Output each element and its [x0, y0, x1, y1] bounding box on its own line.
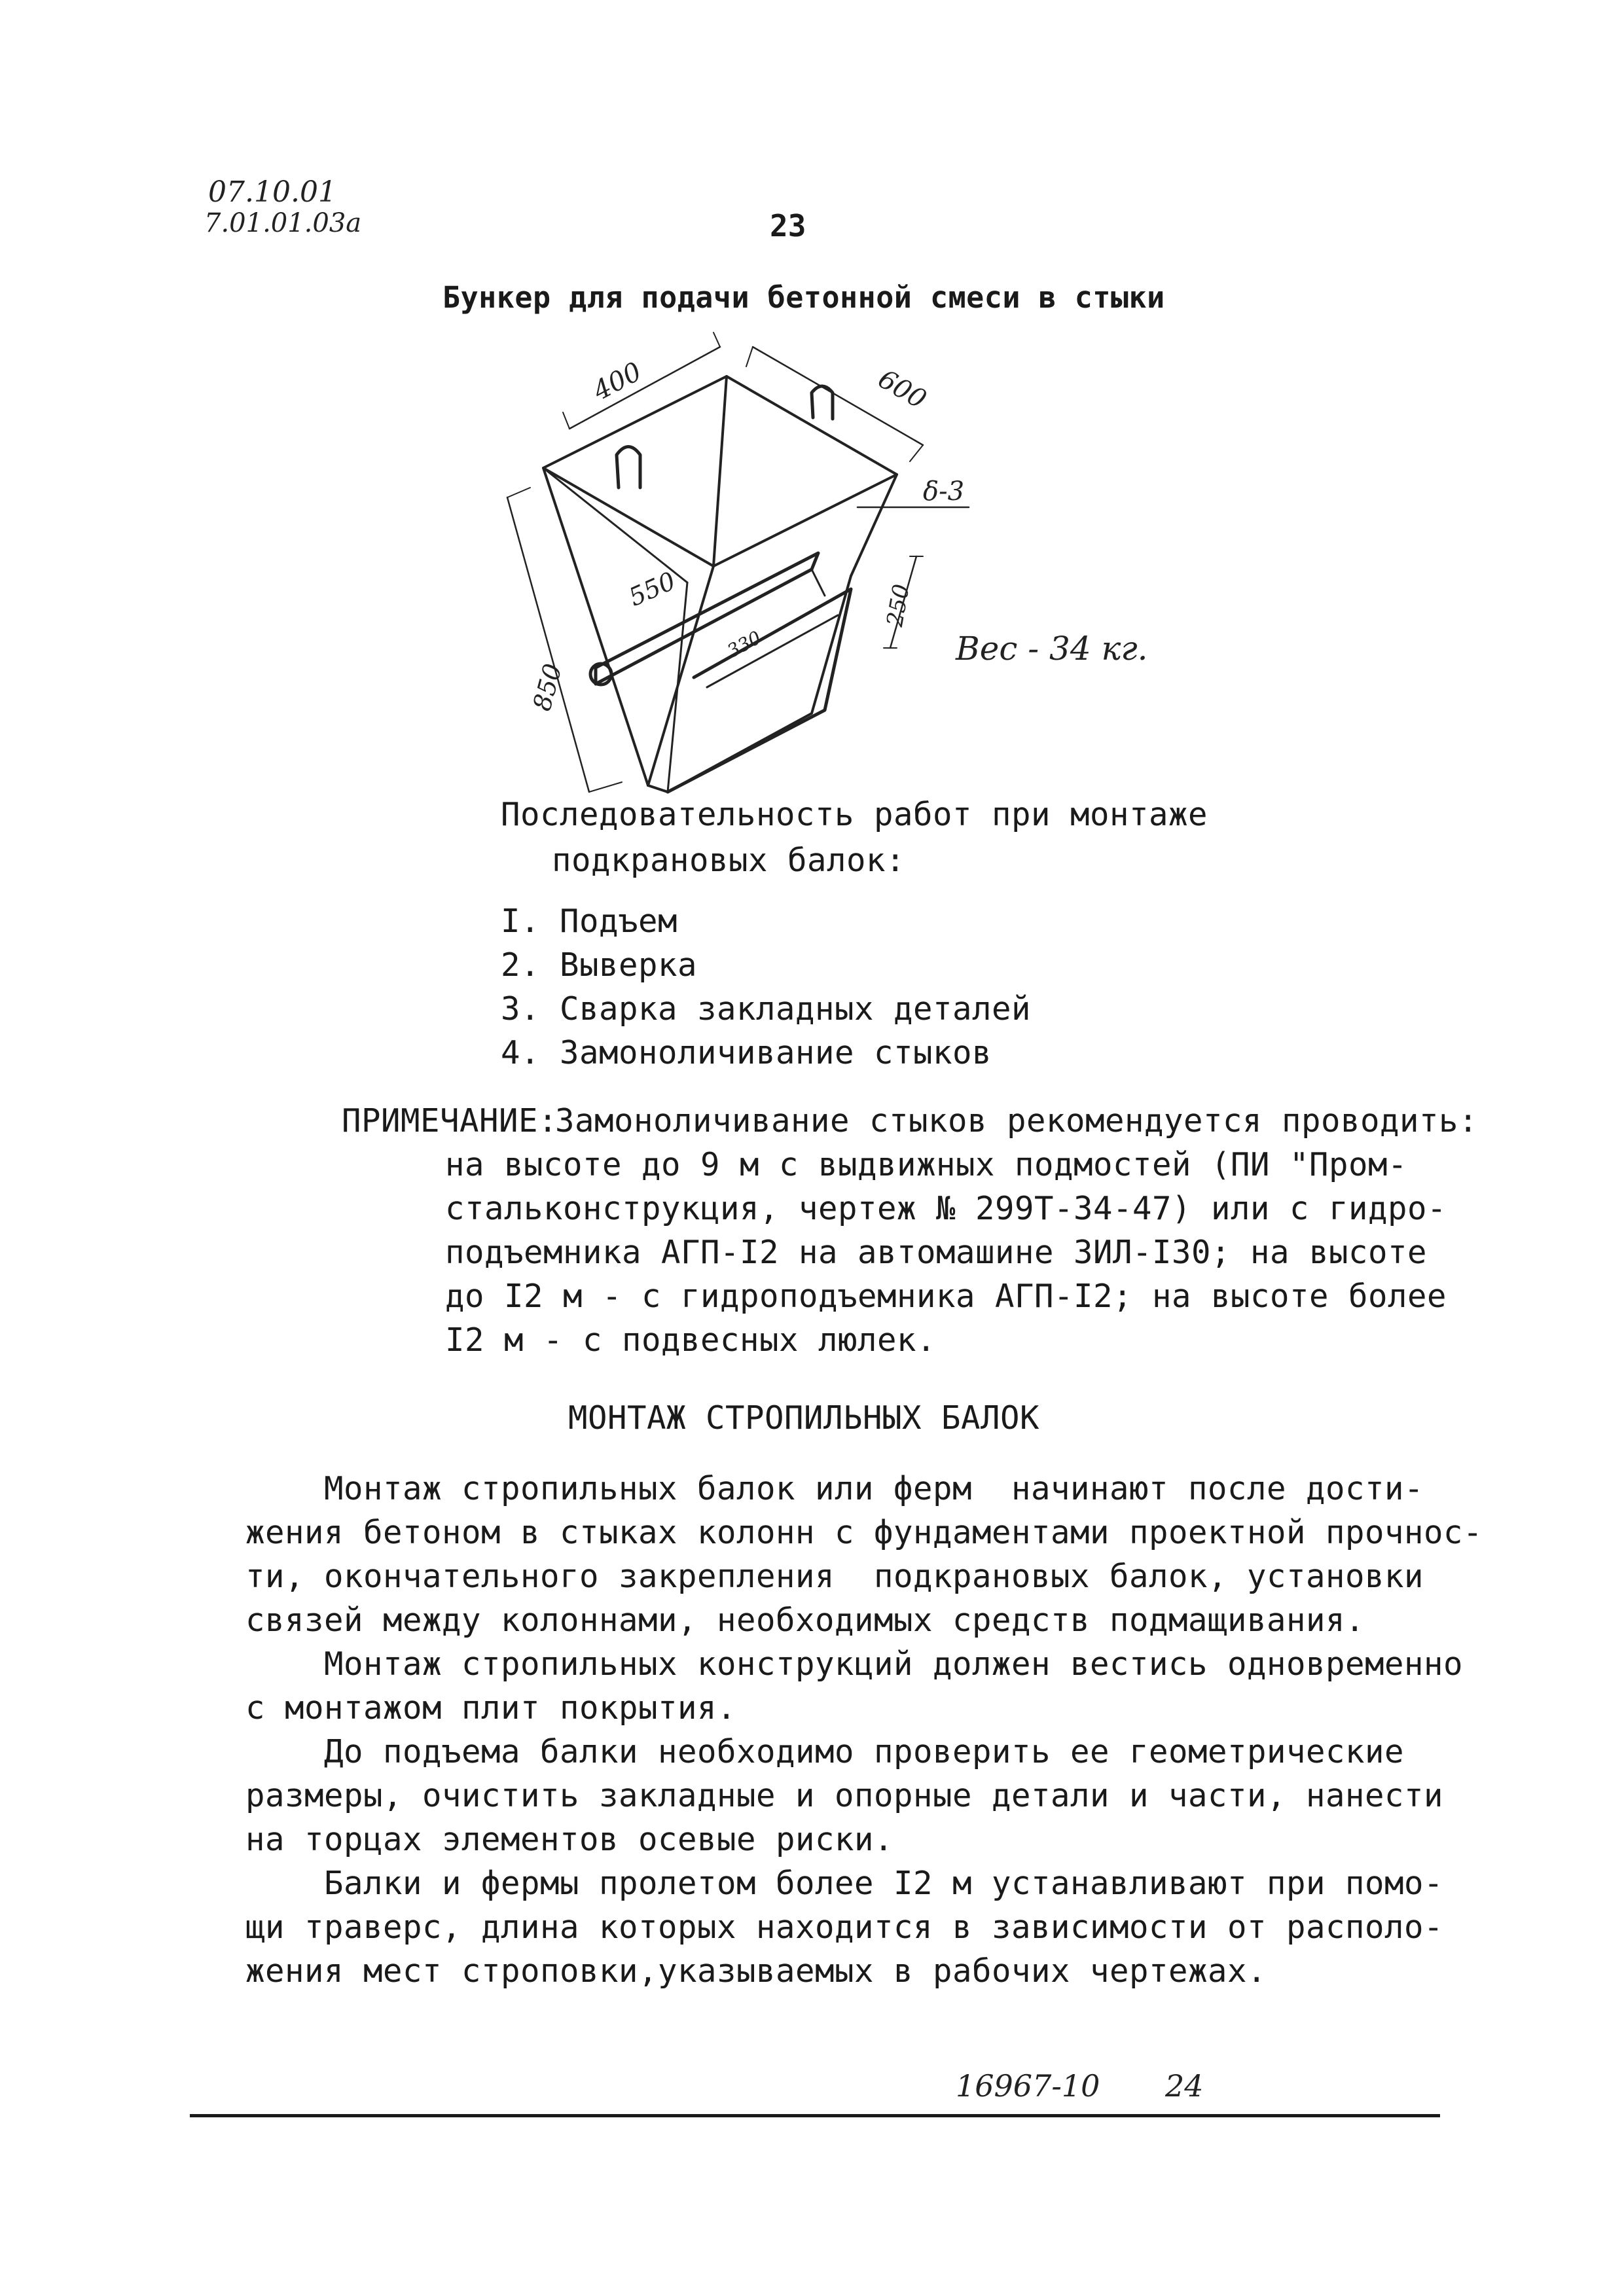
doc-code-1: 07.10.01	[208, 175, 336, 209]
dim-label-550: 550	[624, 566, 680, 612]
paragraph-line: связей между колоннами, необходимых средств подмащивания.	[245, 1602, 1365, 1639]
doc-code-2: 7.01.01.03а	[204, 208, 362, 238]
paragraph-line: щи траверс, длина которых находится в зависимости от располо-	[245, 1909, 1444, 1946]
dim-label-330: 330	[723, 626, 765, 662]
dim-label-850: 850	[527, 660, 568, 714]
paragraph-line: с монтажом плит покрытия.	[245, 1689, 737, 1727]
note-label: ПРИМЕЧАНИЕ:	[342, 1102, 558, 1139]
sequence-item-2: 2. Выверка	[501, 946, 698, 984]
footer-rule	[190, 2114, 1440, 2117]
left-handle	[617, 447, 640, 488]
note-line: стальконструкция, чертеж № 299Т-34-47) или с гидро-	[445, 1190, 1447, 1227]
sequence-item-1: I. Подъем	[501, 903, 678, 940]
gate-lever	[596, 553, 818, 684]
note-first-line: Замоноличивание стыков рекомендуется проводить:	[555, 1102, 1479, 1139]
note-line: на высоте до 9 м с выдвижных подмостей (ПИ "Пром-	[445, 1146, 1408, 1183]
hopper-right-edge	[851, 475, 897, 576]
paragraph-line: Монтаж стропильных балок или ферм начинают после дости-	[245, 1470, 1424, 1507]
gate-frame	[668, 589, 851, 792]
note-line: до I2 м - с гидроподъемника АГП-I2; на высоте более	[445, 1278, 1447, 1315]
sequence-title-line1: Последовательность работ при монтаже	[501, 796, 1208, 833]
footer-code: 16967-10	[956, 2068, 1100, 2104]
note-line: I2 м - с подвесных люлек.	[445, 1321, 937, 1359]
page-number: 23	[770, 208, 806, 243]
figure-title: Бункер для подачи бетонной смеси в стыки	[442, 280, 1165, 315]
paragraph-line: на торцах элементов осевые риски.	[245, 1821, 894, 1858]
sequence-item-4: 4. Замоноличивание стыков	[501, 1034, 992, 1071]
paragraph-line: Балки и фермы пролетом более I2 м устанавливают при помо-	[245, 1865, 1444, 1902]
section-heading: МОНТАЖ СТРОПИЛЬНЫХ БАЛОК	[568, 1399, 1040, 1437]
paragraph-line: размеры, очистить закладные и опорные детали и части, нанести	[245, 1777, 1444, 1814]
paragraph-line: Монтаж стропильных конструкций должен вестись одновременно	[245, 1645, 1464, 1683]
dim-label-400: 400	[588, 356, 647, 407]
sequence-item-3: 3. Сварка закладных деталей	[501, 990, 1032, 1028]
paragraph-line: ти, окончательного закрепления подкрановых балок, установки	[245, 1558, 1424, 1595]
note-line: подъемника АГП-I2 на автомашине ЗИЛ-I30; на высоте	[445, 1234, 1428, 1271]
dim-label-600: 600	[873, 363, 931, 416]
sequence-title-line2: подкрановых балок:	[552, 842, 906, 879]
paragraph-line: жения бетоном в стыках колонн с фундаментами проектной прочнос-	[245, 1514, 1483, 1551]
weight-label: Вес - 34 кг.	[956, 630, 1148, 668]
hopper-left-edge	[543, 468, 648, 785]
footer-sheet: 24	[1165, 2068, 1204, 2104]
dim-line-850	[507, 497, 589, 792]
hopper-drawing	[471, 321, 1152, 818]
paragraph-line: До подъема балки необходимо проверить ее геометрические	[245, 1733, 1405, 1770]
dim-label-thickness: δ-3	[923, 476, 965, 507]
dim-label-250: 250	[882, 582, 915, 629]
paragraph-line: жения мест строповки,указываемых в рабочих чертежах.	[245, 1952, 1267, 1990]
